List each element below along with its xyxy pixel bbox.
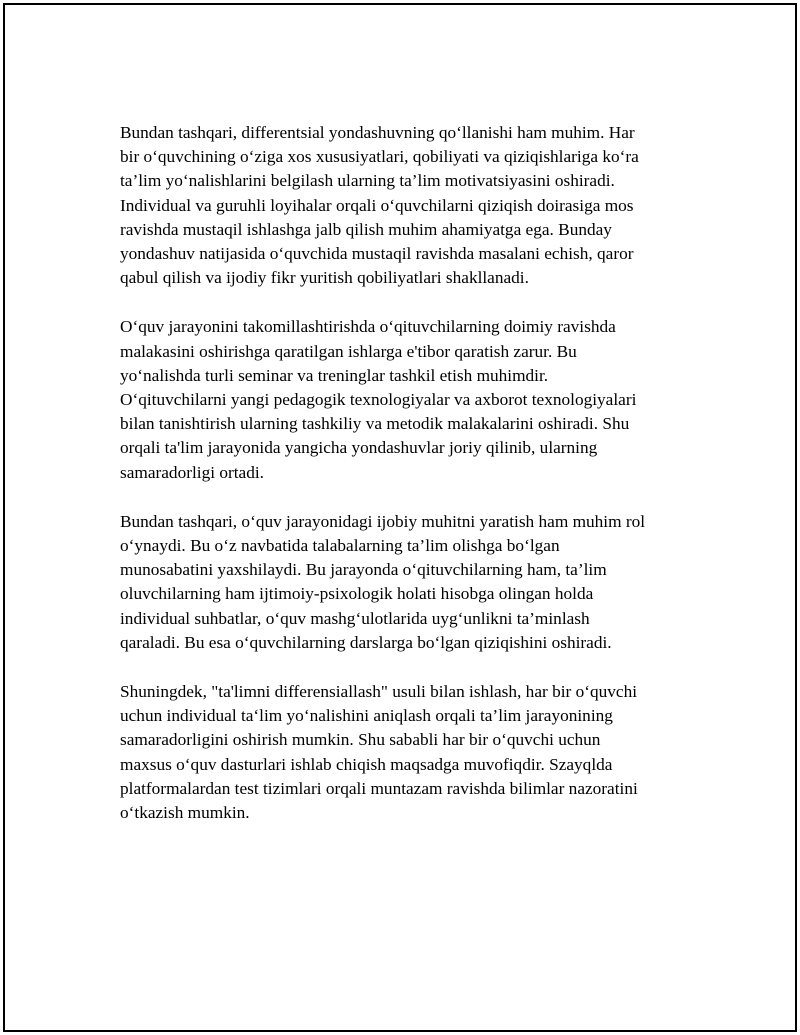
paragraph-2 <box>120 315 690 484</box>
text-line: samaradorligini oshirish mumkin. Shu sababli har bir o‘quvchi uchun <box>120 730 601 750</box>
text-line: oluvchilarning ham ijtimoiy-psixologik holati hisobga olingan holda <box>120 584 594 604</box>
text-line: Bundan tashqari, differentsial yondashuvning qo‘llanishi ham muhim. Har <box>120 123 635 142</box>
text-line: maxsus o‘quv dasturlari ishlab chiqish maqsadga muvofiqdir. Szayqlda <box>120 754 613 774</box>
text-line: platformalardan test tizimlari orqali muntazam ravishda bilimlar nazoratini <box>120 778 638 798</box>
text-line: individual suhbatlar, o‘quv mashg‘ulotlarida uyg‘unlikni ta’minlash <box>120 608 590 628</box>
text-line: O‘qituvchilarni yangi pedagogik texnologiyalar va axborot texnologiyalari <box>120 390 637 410</box>
text-line: malakasini oshirishga qaratilgan ishlarga e'tibor qaratish zarur. Bu <box>120 341 577 361</box>
text-line: ravishda mustaqil ishlashga jalb qilish muhim ahamiyatga ega. Bunday <box>120 219 612 239</box>
text-line: qaraladi. Bu esa o‘quvchilarning darslarga bo‘lgan qiziqishini oshiradi. <box>120 632 612 652</box>
text-line: bilan tanishtirish ularning tashkiliy va metodik malakalarini oshiradi. Shu <box>120 414 630 434</box>
text-line: Bundan tashqari, o‘quv jarayonidagi ijobiy muhitni yaratish ham muhim rol <box>120 511 646 531</box>
text-line: O‘quv jarayonini takomillashtirishda o‘qituvchilarning doimiy ravishda <box>120 317 616 337</box>
text-line: o‘ynaydi. Bu o‘z navbatida talabalarning ta’lim olishga bo‘lgan <box>120 536 560 556</box>
text-line: o‘tkazish mumkin. <box>120 803 250 823</box>
page-frame <box>3 3 797 1032</box>
text-line: bir o‘quvchining o‘ziga xos xususiyatlari, qobiliyati va qiziqishlariga ko‘ra <box>120 147 639 167</box>
text-line: yo‘nalishda turli seminar va treninglar tashkil etish muhimdir. <box>120 365 549 385</box>
text-line: Individual va guruhli loyihalar orqali o‘quvchilarni qiziqish doirasiga mos <box>120 195 634 215</box>
paragraph-3 <box>120 510 690 655</box>
text-line: uchun individual ta‘lim yo‘nalishini aniqlash orqali ta’lim jarayonining <box>120 706 613 726</box>
text-line: samaradorligi ortadi. <box>120 462 264 482</box>
text-line: munosabatini yaxshilaydi. Bu jarayonda o‘qituvchilarning ham, ta’lim <box>120 560 607 580</box>
paragraph-4 <box>120 680 690 825</box>
text-line: Shuningdek, "ta'limni differensiallash" usuli bilan ishlash, har bir o‘quvchi <box>120 682 638 702</box>
text-line: orqali ta'lim jarayonida yangicha yondashuvlar joriy qilinib, ularning <box>120 438 598 458</box>
text-line: qabul qilish va ijodiy fikr yuritish qobiliyatlari shakllanadi. <box>120 268 529 288</box>
document-body <box>120 121 690 850</box>
paragraph-1 <box>120 121 690 290</box>
text-line: ta’lim yo‘nalishlarini belgilash ularning ta’lim motivatsiyasini oshiradi. <box>120 171 615 191</box>
text-line: yondashuv natijasida o‘quvchida mustaqil ravishda masalani echish, qaror <box>120 244 634 264</box>
